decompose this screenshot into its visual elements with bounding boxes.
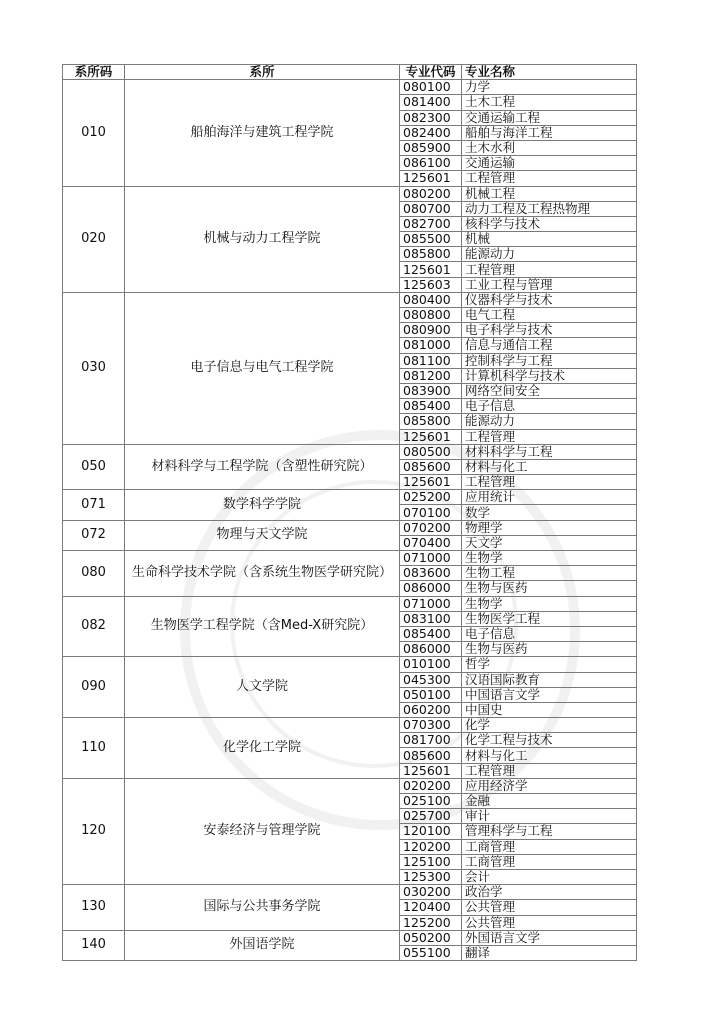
table-row: [63, 186, 637, 201]
dept-name-cell: 人文学院: [125, 657, 400, 718]
major-code-cell: 050100: [400, 687, 462, 702]
major-code-cell: 030200: [400, 885, 462, 900]
table-row: [63, 778, 637, 793]
table-row: [63, 885, 637, 900]
table-row: [63, 80, 637, 95]
major-name-cell: 中国语言文学: [462, 687, 637, 702]
major-code-cell: 085400: [400, 626, 462, 641]
major-name-cell: 机械工程: [462, 186, 637, 201]
dept-name-cell: 船舶海洋与建筑工程学院: [125, 80, 400, 186]
major-code-cell: 082300: [400, 110, 462, 125]
table-row: [63, 930, 637, 945]
major-code-cell: 085900: [400, 140, 462, 155]
table-row: [63, 520, 637, 535]
major-name-cell: 物理学: [462, 520, 637, 535]
dept-code-cell: 080: [63, 551, 125, 597]
major-name-cell: 工程管理: [462, 763, 637, 778]
major-code-cell: 125601: [400, 171, 462, 186]
dept-code-cell: 110: [63, 718, 125, 779]
major-code-cell: 071000: [400, 551, 462, 566]
major-name-cell: 工商管理: [462, 839, 637, 854]
program-table: [62, 64, 637, 961]
major-name-cell: 工业工程与管理: [462, 277, 637, 292]
major-code-cell: 050200: [400, 930, 462, 945]
major-name-cell: 应用经济学: [462, 778, 637, 793]
major-code-cell: 025100: [400, 794, 462, 809]
major-code-cell: 083900: [400, 383, 462, 398]
major-name-cell: 生物医学工程: [462, 611, 637, 626]
major-name-cell: 材料科学与工程: [462, 444, 637, 459]
major-code-cell: 086000: [400, 642, 462, 657]
major-name-cell: 动力工程及工程热物理: [462, 201, 637, 216]
major-code-cell: 125100: [400, 854, 462, 869]
major-name-cell: 土木水利: [462, 140, 637, 155]
major-code-cell: 055100: [400, 945, 462, 960]
major-name-cell: 政治学: [462, 885, 637, 900]
major-code-cell: 085600: [400, 459, 462, 474]
dept-code-cell: 130: [63, 885, 125, 931]
major-name-cell: 化学工程与技术: [462, 733, 637, 748]
major-name-cell: 能源动力: [462, 247, 637, 262]
major-code-cell: 120400: [400, 900, 462, 915]
table-row: [63, 551, 637, 566]
major-code-cell: 086100: [400, 156, 462, 171]
major-code-cell: 070300: [400, 718, 462, 733]
major-name-cell: 金融: [462, 794, 637, 809]
major-name-cell: 交通运输: [462, 156, 637, 171]
dept-name-cell: 材料科学与工程学院（含塑性研究院）: [125, 444, 400, 490]
major-name-cell: 土木工程: [462, 95, 637, 110]
major-name-cell: 应用统计: [462, 490, 637, 505]
major-code-cell: 080100: [400, 80, 462, 95]
major-name-cell: 审计: [462, 809, 637, 824]
major-name-cell: 中国史: [462, 702, 637, 717]
major-name-cell: 哲学: [462, 657, 637, 672]
major-code-cell: 083100: [400, 611, 462, 626]
major-code-cell: 080400: [400, 292, 462, 307]
major-code-cell: 125200: [400, 915, 462, 930]
major-name-cell: 生物学: [462, 551, 637, 566]
major-name-cell: 外国语言文学: [462, 930, 637, 945]
dept-name-cell: 机械与动力工程学院: [125, 186, 400, 292]
major-name-cell: 核科学与技术: [462, 216, 637, 231]
header-major-name: 专业名称: [462, 65, 637, 80]
major-code-cell: 086000: [400, 581, 462, 596]
major-code-cell: 125603: [400, 277, 462, 292]
major-code-cell: 080500: [400, 444, 462, 459]
major-name-cell: 电气工程: [462, 308, 637, 323]
major-code-cell: 080200: [400, 186, 462, 201]
major-name-cell: 电子信息: [462, 626, 637, 641]
major-code-cell: 045300: [400, 672, 462, 687]
major-name-cell: 生物学: [462, 596, 637, 611]
table-row: [63, 292, 637, 307]
major-code-cell: 085400: [400, 399, 462, 414]
header-dept-name: 系所: [125, 65, 400, 80]
major-code-cell: 125601: [400, 429, 462, 444]
dept-name-cell: 国际与公共事务学院: [125, 885, 400, 931]
table-body: [63, 80, 637, 961]
major-code-cell: 070200: [400, 520, 462, 535]
table-row: [63, 657, 637, 672]
major-code-cell: 081200: [400, 368, 462, 383]
dept-name-cell: 外国语学院: [125, 930, 400, 960]
major-name-cell: 公共管理: [462, 915, 637, 930]
major-name-cell: 计算机科学与技术: [462, 368, 637, 383]
table-header-row: [63, 65, 637, 80]
major-name-cell: 电子科学与技术: [462, 323, 637, 338]
header-dept-code: 系所码: [63, 65, 125, 80]
dept-name-cell: 电子信息与电气工程学院: [125, 292, 400, 444]
dept-code-cell: 050: [63, 444, 125, 490]
major-code-cell: 070100: [400, 505, 462, 520]
major-name-cell: 材料与化工: [462, 459, 637, 474]
major-code-cell: 082700: [400, 216, 462, 231]
major-name-cell: 船舶与海洋工程: [462, 125, 637, 140]
major-code-cell: 085600: [400, 748, 462, 763]
dept-name-cell: 生命科学技术学院（含系统生物医学研究院）: [125, 551, 400, 597]
major-name-cell: 化学: [462, 718, 637, 733]
major-name-cell: 能源动力: [462, 414, 637, 429]
dept-name-cell: 物理与天文学院: [125, 520, 400, 550]
major-name-cell: 机械: [462, 232, 637, 247]
major-code-cell: 020200: [400, 778, 462, 793]
table-row: [63, 444, 637, 459]
major-name-cell: 工程管理: [462, 429, 637, 444]
major-code-cell: 080900: [400, 323, 462, 338]
major-code-cell: 081700: [400, 733, 462, 748]
major-name-cell: 工程管理: [462, 262, 637, 277]
major-name-cell: 力学: [462, 80, 637, 95]
major-name-cell: 网络空间安全: [462, 383, 637, 398]
dept-code-cell: 090: [63, 657, 125, 718]
major-code-cell: 085800: [400, 414, 462, 429]
major-code-cell: 085500: [400, 232, 462, 247]
major-code-cell: 070400: [400, 535, 462, 550]
major-name-cell: 天文学: [462, 535, 637, 550]
major-name-cell: 管理科学与工程: [462, 824, 637, 839]
major-code-cell: 125601: [400, 475, 462, 490]
major-name-cell: 公共管理: [462, 900, 637, 915]
dept-code-cell: 010: [63, 80, 125, 186]
major-code-cell: 125601: [400, 763, 462, 778]
major-code-cell: 025700: [400, 809, 462, 824]
major-name-cell: 控制科学与工程: [462, 353, 637, 368]
major-code-cell: 085800: [400, 247, 462, 262]
major-name-cell: 汉语国际教育: [462, 672, 637, 687]
major-code-cell: 060200: [400, 702, 462, 717]
major-code-cell: 081100: [400, 353, 462, 368]
table-row: [63, 718, 637, 733]
major-code-cell: 125601: [400, 262, 462, 277]
major-code-cell: 081000: [400, 338, 462, 353]
dept-code-cell: 140: [63, 930, 125, 960]
major-name-cell: 工程管理: [462, 475, 637, 490]
major-name-cell: 工程管理: [462, 171, 637, 186]
major-name-cell: 交通运输工程: [462, 110, 637, 125]
major-code-cell: 120100: [400, 824, 462, 839]
major-name-cell: 电子信息: [462, 399, 637, 414]
dept-name-cell: 化学化工学院: [125, 718, 400, 779]
document-page: [62, 64, 636, 960]
major-code-cell: 081400: [400, 95, 462, 110]
major-code-cell: 083600: [400, 566, 462, 581]
major-name-cell: 生物与医药: [462, 581, 637, 596]
major-code-cell: 071000: [400, 596, 462, 611]
major-name-cell: 工商管理: [462, 854, 637, 869]
major-name-cell: 生物与医药: [462, 642, 637, 657]
major-name-cell: 材料与化工: [462, 748, 637, 763]
table-row: [63, 596, 637, 611]
dept-name-cell: 生物医学工程学院（含Med-X研究院）: [125, 596, 400, 657]
major-name-cell: 仪器科学与技术: [462, 292, 637, 307]
major-name-cell: 信息与通信工程: [462, 338, 637, 353]
major-code-cell: 010100: [400, 657, 462, 672]
dept-code-cell: 120: [63, 778, 125, 884]
major-name-cell: 数学: [462, 505, 637, 520]
major-code-cell: 080700: [400, 201, 462, 216]
major-name-cell: 翻译: [462, 945, 637, 960]
dept-code-cell: 072: [63, 520, 125, 550]
major-name-cell: 会计: [462, 869, 637, 884]
dept-code-cell: 082: [63, 596, 125, 657]
dept-code-cell: 030: [63, 292, 125, 444]
major-name-cell: 生物工程: [462, 566, 637, 581]
major-code-cell: 082400: [400, 125, 462, 140]
major-code-cell: 125300: [400, 869, 462, 884]
major-code-cell: 080800: [400, 308, 462, 323]
header-major-code: 专业代码: [400, 65, 462, 80]
dept-name-cell: 数学科学学院: [125, 490, 400, 520]
dept-name-cell: 安泰经济与管理学院: [125, 778, 400, 884]
table-row: [63, 490, 637, 505]
major-code-cell: 025200: [400, 490, 462, 505]
major-code-cell: 120200: [400, 839, 462, 854]
dept-code-cell: 020: [63, 186, 125, 292]
dept-code-cell: 071: [63, 490, 125, 520]
